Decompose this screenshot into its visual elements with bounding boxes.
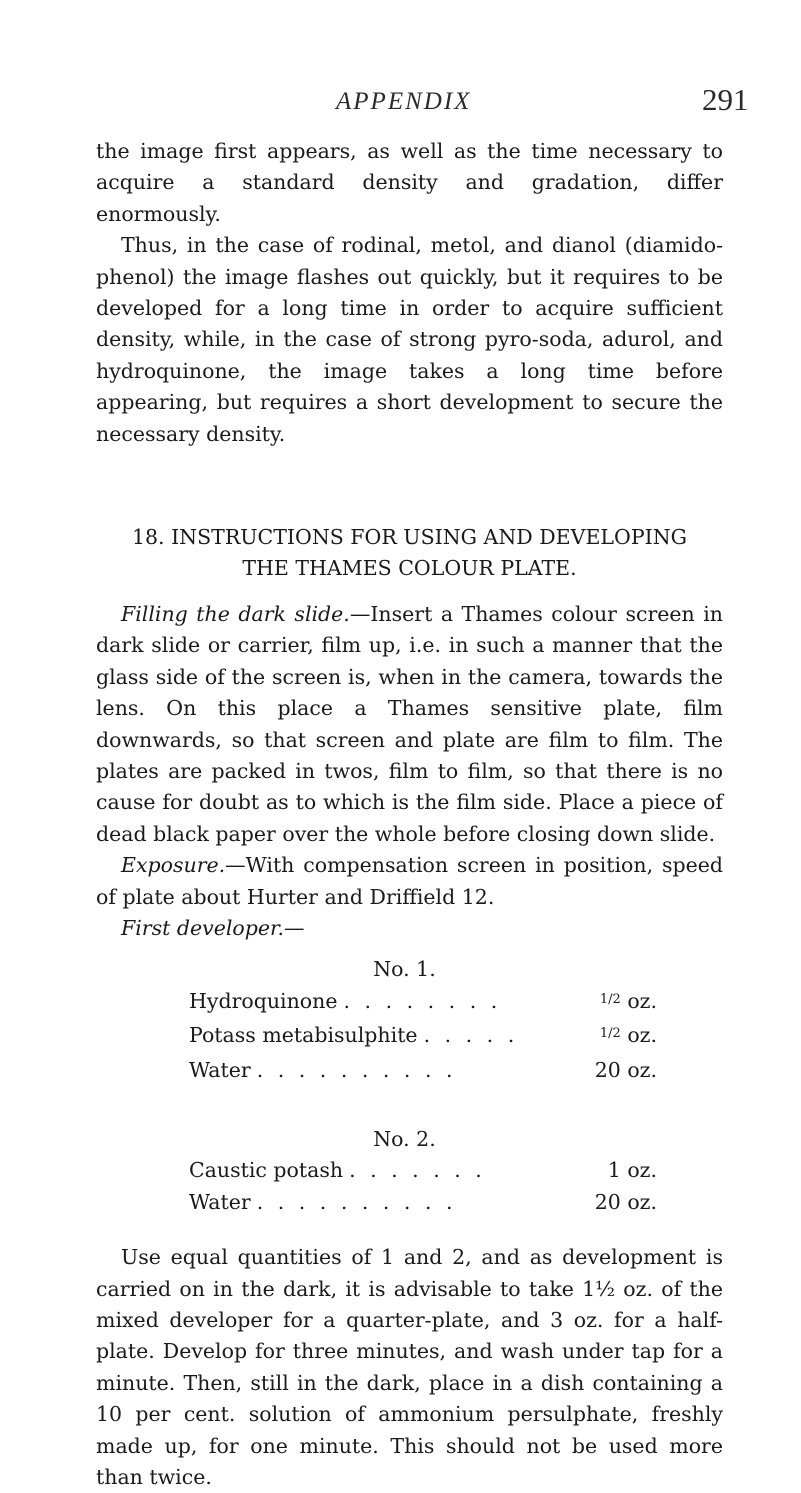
paragraph-exposure [96, 850, 723, 913]
formula-row [96, 1055, 657, 1086]
filling-text: —Insert a Thames colour screen in dark slide or carrier, film up, i.e. in such a manner that the glass side of the screen is, when in the camera, towards the lens. On this place a Thames sensitive plate, film downwards, so that screen and plate are film to film. The plates are packed in twos, film to film, so that there is no cause for doubt as to which is the film side. Place a piece of dead black paper over the whole before closing down slide. [96, 601, 723, 846]
paragraph-developers: Thus, in the case of rodinal, metol, and dianol (diamido-phenol) the image flashes out quickly, but it requires to be developed for a long time in order to acquire sufficient density, while, in the case of strong pyro-soda, adurol, and hydroquinone, the image takes a long time before appearing, but requires a short development to secure the necessary density. [96, 233, 723, 446]
exposure-label: Exposure. [121, 853, 226, 878]
ingredient-quantity: 1 oz. [607, 1158, 657, 1183]
developer-label: First developer.— [121, 915, 305, 940]
quantity-unit: oz. [627, 1023, 657, 1048]
leader-dots: . . . . . . . [349, 1158, 486, 1183]
paragraph-filling [96, 599, 723, 850]
leader-dots: . . . . . . . . . . [256, 1189, 457, 1214]
paragraph-continued: the image first appears, as well as the time necessary to acquire a standard density and gradation, differ enormously. [96, 139, 723, 226]
exposure-text: —With compensation screen in position, speed of plate about Hurter and Driffield 12. [96, 853, 723, 909]
section-heading [96, 522, 723, 585]
section-heading-line-2: THE THAMES COLOUR PLATE. [242, 556, 577, 581]
page-number: 291 [702, 82, 749, 117]
ingredient-quantity [596, 1020, 657, 1054]
quantity-unit: oz. [627, 1057, 657, 1082]
quantity-fraction: 1/2 [599, 1026, 621, 1042]
leader-dots: . . . . . . . . [343, 988, 502, 1013]
formula-row [96, 986, 657, 1020]
leader-dots: . . . . . [423, 1023, 519, 1048]
formula-title: No. 1. [373, 957, 436, 982]
ingredient-name: Potass metabisulphite [189, 1023, 418, 1048]
paragraph-instructions: Use equal quantities of 1 and 2, and as development is carried on in the dark, it is advisable to take 1½ oz. of the mixed developer for a quarter-plate, and 3 oz. for a half-plate. Develop for three minutes, and wash under tap for a minute. Then, still in the dark, place in a dish containing a 10 per cent. solution of ammonium persulphate, freshly made up, for one minute. This should not be used more than twice. [96, 1245, 723, 1490]
leader-dots: . . . . . . . . . . [256, 1057, 457, 1082]
paragraph-developer [96, 913, 723, 944]
quantity-amount: 20 [594, 1057, 621, 1082]
ingredient-quantity [596, 986, 657, 1020]
quantity-fraction: 1/2 [599, 991, 621, 1007]
formula-row [96, 1187, 657, 1218]
page-header [0, 80, 801, 124]
filling-label: Filling the dark slide. [121, 601, 350, 626]
formula-row [96, 1155, 657, 1186]
running-head: APPENDIX [336, 88, 472, 115]
ingredient-name: Water [189, 1057, 251, 1082]
ingredient-quantity: 20 oz. [594, 1189, 657, 1214]
quantity-unit: oz. [627, 988, 657, 1013]
formula-no-2 [96, 1124, 723, 1218]
formula-title: No. 2. [373, 1126, 436, 1151]
formula-row [96, 1020, 657, 1054]
ingredient-name: Caustic potash [189, 1158, 344, 1183]
page-body [96, 136, 723, 1493]
section-heading-line-1: 18. INSTRUCTIONS FOR USING AND DEVELOPING [131, 525, 688, 550]
ingredient-name: Water [189, 1189, 251, 1214]
formula-no-1 [96, 954, 723, 1086]
ingredient-name: Hydroquinone [189, 988, 338, 1013]
spacer [96, 1086, 723, 1114]
ingredient-quantity [591, 1055, 657, 1086]
